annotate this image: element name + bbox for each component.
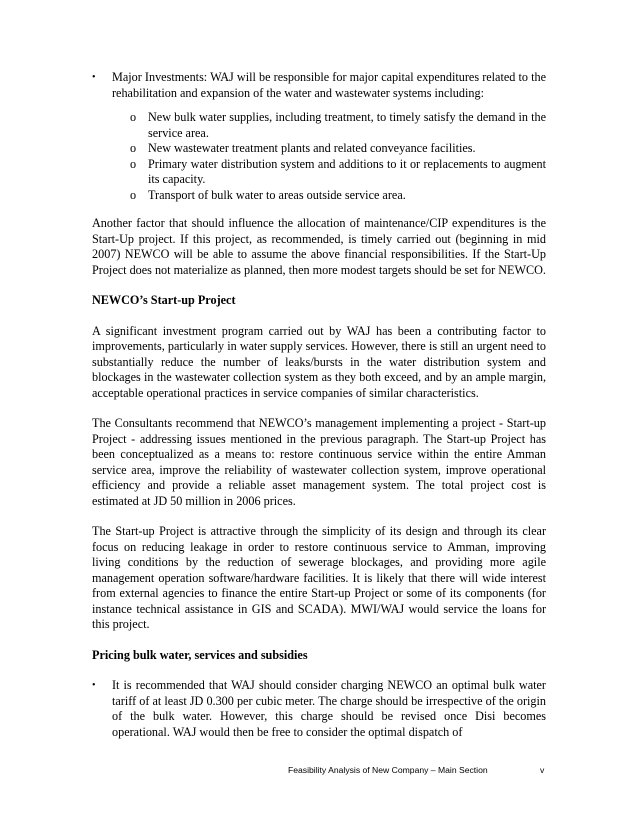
bullet-major-investments [92, 70, 546, 101]
list-item-text: Transport of bulk water to areas outside service area. [148, 187, 406, 202]
list-item-text: New bulk water supplies, including treatment, to timely satisfy the demand in the service area. [148, 110, 546, 140]
bullet-marker: • [92, 72, 96, 83]
bullet-text: Major Investments: WAJ will be responsible for major capital expenditures related to the rehabilitation and expansion of the water and wastewater systems including: [112, 70, 546, 100]
paragraph-startup-attractive: The Start-up Project is attractive through the simplicity of its design and through its clear focus on reducing leakage in order to restore continuous service to Amman, improving living conditions by the reduction of sewerage blockages, and providing more agile management operation software/hardware facilities. It is likely that there will wide interest from external agencies to finance the entire Start-up Project or some of its components (for instance technical assistance in GIS and SCADA). MWI/WAJ would service the loans for this project. [92, 524, 546, 631]
list-item [92, 110, 546, 141]
paragraph-investment-program: A significant investment program carried out by WAJ has been a contributing factor to improvements, particularly in water supply services. However, there is still an urgent need to substantially reduce the number of leaks/bursts in the water distribution system and blockages in the wastewater collection system as they both exceed, and by an ample margin, acceptable operational practices in service companies of similar characteristics. [92, 323, 546, 400]
bullet-text: It is recommended that WAJ should consider charging NEWCO an optimal bulk water tariff of at least JD 0.300 per cubic meter. The charge should be irrespective of the origin of the bulk water. However, this charge should be revised once Disi becomes operational. WAJ would then be free to consider the optimal dispatch of [112, 678, 546, 739]
sub-bullet-marker: o [130, 141, 137, 155]
list-item [92, 188, 546, 204]
bullet-pricing [92, 678, 546, 740]
heading-pricing: Pricing bulk water, services and subsidies [92, 647, 308, 662]
list-item-text: Primary water distribution system and additions to it or replacements to augment its capacity. [148, 156, 546, 186]
sub-bullet-marker: o [130, 110, 137, 124]
list-item [92, 157, 546, 188]
footer-title: Feasibility Analysis of New Company – Main Section [288, 765, 488, 775]
list-item-text: New wastewater treatment plants and related conveyance facilities. [148, 141, 476, 155]
sub-bullet-marker: o [130, 156, 137, 171]
paragraph-another-factor: Another factor that should influence the allocation of maintenance/CIP expenditures is the Start-Up project. If this project, as recommended, is timely carried out (beginning in mid 2007) NEWCO will be able to assume the above financial responsibilities. If the Start-Up Project does not materialize as planned, then more modest targets should be set for NEWCO. [92, 216, 546, 277]
list-item [92, 141, 546, 157]
investment-subitems [92, 110, 546, 203]
bullet-marker: • [92, 680, 96, 691]
heading-startup-project: NEWCO’s Start-up Project [92, 293, 236, 307]
paragraph-consultants-recommend: The Consultants recommend that NEWCO’s management implementing a project - Start-up Project - addressing issues mentioned in the previous paragraph. The Start-up Project has been conceptualized as a means to: restore continuous service within the entire Amman service area, improve the reliability of wastewater collection system, improve operational efficiency and provide a reliable asset management system. The total project cost is estimated at JD 50 million in 2006 prices. [92, 416, 546, 508]
page-number: v [540, 765, 545, 775]
page-body [92, 70, 546, 740]
sub-bullet-marker: o [130, 187, 137, 202]
